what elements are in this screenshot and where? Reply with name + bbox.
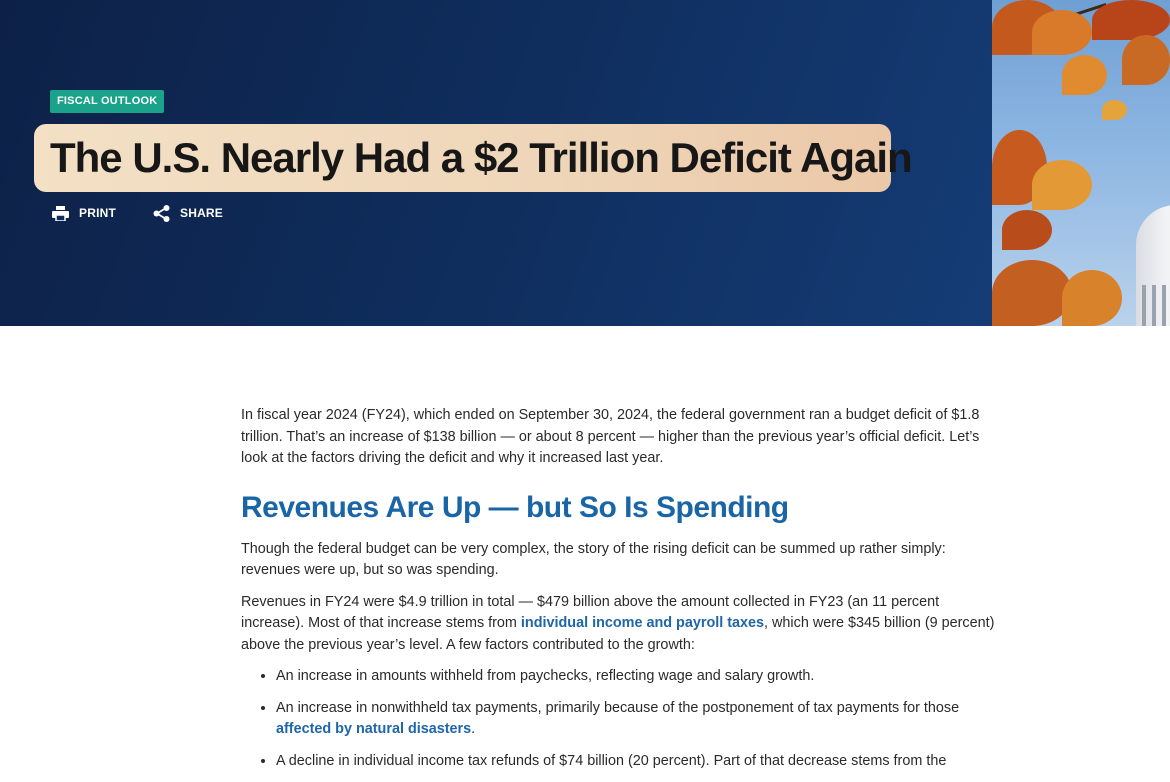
list-item-text: An increase in nonwithheld tax payments, primarily because of the postponement of tax payments for those [276, 699, 960, 716]
income-payroll-taxes-link[interactable]: individual income and payroll taxes [520, 615, 765, 631]
paragraph-2 [241, 592, 1001, 657]
paragraph-1: Though the federal budget can be very complex, the story of the rising deficit can be summed up rather simply: revenues were up, but so was spending. [241, 540, 946, 578]
print-button[interactable] [52, 203, 116, 223]
paragraph-2-text: Revenues in FY24 were $4.9 trillion in total — $479 billion above the amount collected in FY23 (an 11 percent increase). Most of that increase stems from [241, 593, 940, 631]
hero-banner [0, 0, 1170, 326]
printer-icon [52, 206, 69, 221]
share-icon [153, 205, 170, 222]
paragraph-2-text-end: , which were $345 billion (9 percent) above the previous year’s level. A few factors contributed to the growth: [241, 615, 995, 653]
article-body [241, 405, 1001, 782]
intro-paragraph: In fiscal year 2024 (FY24), which ended on September 30, 2024, the federal government ran a budget deficit of $1.8 trillion. That’s an increase of $138 billion — or about 8 percent — higher than the previous year’s official deficit. Let’s look at the factors driving the deficit and why it increased last year. [241, 407, 980, 466]
category-badge[interactable]: FISCAL OUTLOOK [50, 90, 164, 113]
list-item-text-end: . [471, 721, 476, 737]
growth-factors-list [241, 666, 1001, 772]
list-item [276, 698, 1001, 741]
natural-disasters-link[interactable]: affected by natural disasters [276, 721, 472, 737]
share-label: SHARE [180, 206, 224, 220]
print-label: PRINT [79, 206, 116, 220]
page-title: The U.S. Nearly Had a $2 Trillion Deficit Again [50, 134, 912, 181]
list-item: • A decline in individual income tax refunds of $74 billion (20 percent). Part of that decrease stems from the [276, 751, 1001, 773]
list-item: • An increase in amounts withheld from paychecks, reflecting wage and salary growth. [276, 666, 1001, 688]
share-button[interactable] [153, 203, 223, 223]
section-heading: Revenues Are Up — but So Is Spending [241, 490, 789, 524]
